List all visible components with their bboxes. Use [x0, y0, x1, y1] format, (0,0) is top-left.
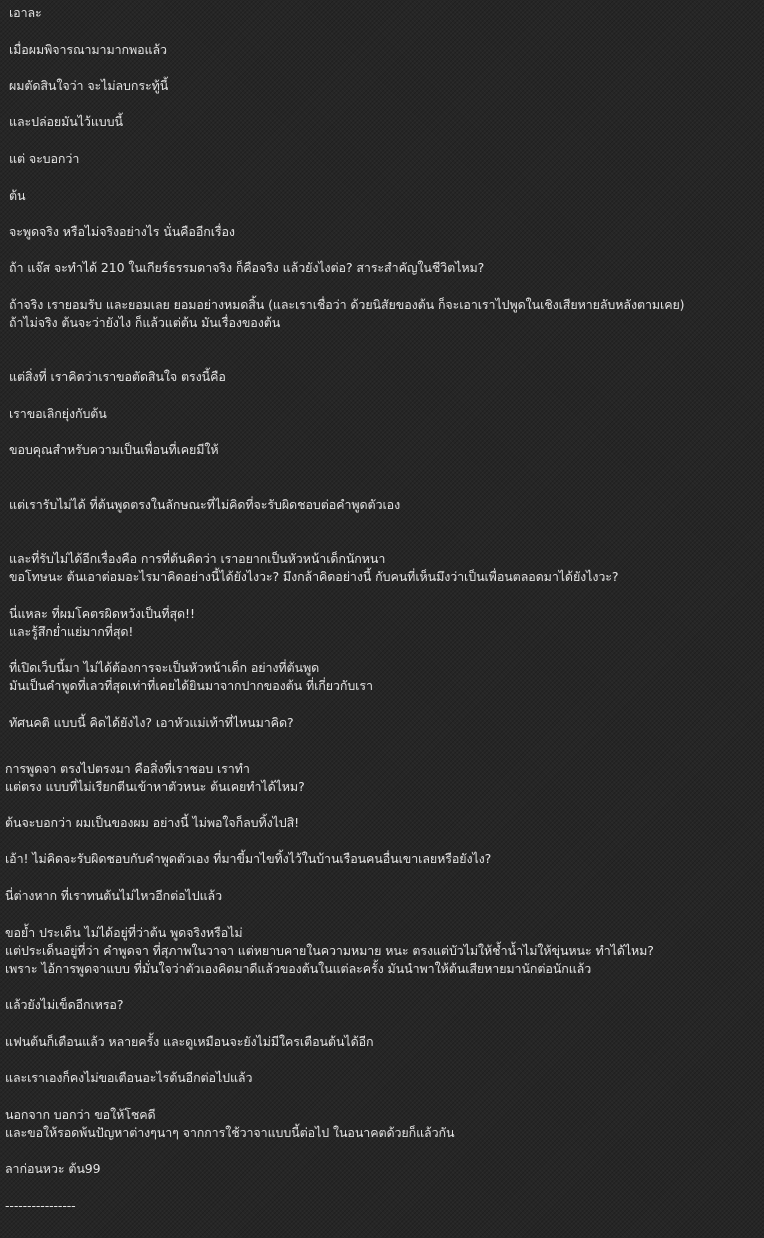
post-line: เพราะ ไอ้การพูดจาแบบ ที่มั่นใจว่าตัวเองคิดมาดีแล้วของต้นในแต่ละครั้ง มันนำพาให้ต้นเสียหายมานักต่อนักแล้ว: [5, 961, 592, 976]
post-line: ถ้าไม่จริง ต้นจะว่ายังไง ก็แล้วแต่ต้น มันเรื่องของต้น: [9, 315, 281, 330]
post-line: ขอโทษนะ ต้นเอาต่อมอะไรมาคิดอย่างนี้ได้ยังไงวะ? มึงกล้าคิดอย่างนี้ กับคนที่เห็นมึงว่าเป็นเพื่อนตลอดมาได้ยังไงวะ?: [9, 569, 619, 584]
post-line: ผมตัดสินใจว่า จะไม่ลบกระทู้นี้: [9, 78, 169, 93]
post-line: จะพูดจริง หรือไม่จริงอย่างไร นั่นคืออีกเรื่อง: [9, 224, 235, 239]
post-line: แฟนต้นก็เตือนแล้ว หลายครั้ง และดูเหมือนจะยังไม่มีใครเตือนต้นได้อีก: [5, 1034, 374, 1049]
post-line: ลาก่อนหวะ ต้น99: [5, 1161, 101, 1176]
post-line: ที่เปิดเว็บนี้มา ไม่ได้ต้องการจะเป็นหัวหน้าเด็ก อย่างที่ต้นพูด: [9, 660, 320, 675]
post-line: และรู้สึกย่ำแย่มากที่สุด!: [9, 624, 134, 639]
post-line: และที่รับไม่ได้อีกเรื่องคือ การที่ต้นคิดว่า เราอยากเป็นหัวหน้าเด็กนักหนา: [9, 551, 386, 566]
post-line: ทัศนคติ แบบนี้ คิดได้ยังไง? เอาหัวแม่เท้าที่ไหนมาคิด?: [9, 715, 294, 730]
post-line: ต้น: [9, 188, 26, 203]
post-line: เอาละ: [9, 5, 42, 20]
post-line: แต่สิ่งที่ เราคิดว่าเราขอตัดสินใจ ตรงนี้คือ: [9, 369, 226, 384]
post-line: เราขอเลิกยุ่งกับต้น: [9, 406, 107, 421]
signature-divider: ----------------: [5, 1198, 76, 1213]
post-line: เอ้า! ไม่คิดจะรับผิดชอบกับคำพูดตัวเอง ที่มาขี้มาไขทิ้งไว้ในบ้านเรือนคนอื่นเขาเลยหรือยังไง?: [5, 851, 492, 866]
post-line: นี่แหละ ที่ผมโคตรผิดหวังเป็นที่สุด!!: [9, 606, 195, 621]
post-line: แล้วยังไม่เข็ดอีกเหรอ?: [5, 997, 124, 1012]
post-line: แต่เรารับไม่ได้ ที่ต้นพูดตรงในลักษณะที่ไม่คิดที่จะรับผิดชอบต่อคำพูดตัวเอง: [9, 497, 401, 512]
post-line: และปล่อยมันไว้แบบนี้: [9, 114, 123, 129]
post-line: แต่ตรง แบบที่ไม่เรียกตีนเข้าหาตัวหนะ ต้นเคยทำได้ไหม?: [5, 779, 305, 794]
post-line: มันเป็นคำพูดที่เลวที่สุดเท่าที่เคยได้ยินมาจากปากของต้น ที่เกี่ยวกับเรา: [9, 678, 373, 693]
post-line: การพูดจา ตรงไปตรงมา คือสิ่งที่เราชอบ เราทำ: [5, 761, 250, 776]
post-line: และเราเองก็คงไม่ขอเตือนอะไรต้นอีกต่อไปแล้ว: [5, 1070, 253, 1085]
post-line: ถ้าจริง เรายอมรับ และยอมเลย ยอมอย่างหมดสิ้น (และเราเชื่อว่า ด้วยนิสัยของต้น ก็จะเอาเราไปพูดในเชิงเสียหายลับหลังตามเคย): [9, 297, 685, 312]
post-line: ขอบคุณสำหรับความเป็นเพื่อนที่เคยมีให้: [9, 442, 219, 457]
post-line: นี่ต่างหาก ที่เราทนต้นไม่ไหวอีกต่อไปแล้ว: [5, 888, 223, 903]
post-line: แต่ประเด็นอยู่ที่ว่า คำพูดจา ที่สุภาพในวาจา แต่หยาบคายในความหมาย หนะ ตรงแต่บัวไม่ให้ช้ำน้ำไม่ให้ขุ่นหนะ ทำได้ไหม?: [5, 943, 654, 958]
post-line: ต้นจะบอกว่า ผมเป็นของผม อย่างนี้ ไม่พอใจก็ลบทิ้งไปสิ!: [5, 815, 300, 830]
post-line: ถ้า แจ๊ส จะทำได้ 210 ในเกียร์ธรรมดาจริง ก็คือจริง แล้วยังไงต่อ? สาระสำคัญในชีวิตไหม?: [9, 260, 485, 275]
post-line: นอกจาก บอกว่า ขอให้โชคดี: [5, 1107, 156, 1122]
post-line: แต่ จะบอกว่า: [9, 151, 80, 166]
post-line: เมื่อผมพิจารณามามากพอแล้ว: [9, 42, 167, 57]
post-line: ขอย้ำ ประเด็น ไม่ได้อยู่ที่ว่าต้น พูดจริงหรือไม่: [5, 925, 243, 940]
post-line: และขอให้รอดพ้นปัญหาต่างๆนาๆ จากการใช้วาจาแบบนี้ต่อไป ในอนาคตด้วยก็แล้วกัน: [5, 1125, 455, 1140]
